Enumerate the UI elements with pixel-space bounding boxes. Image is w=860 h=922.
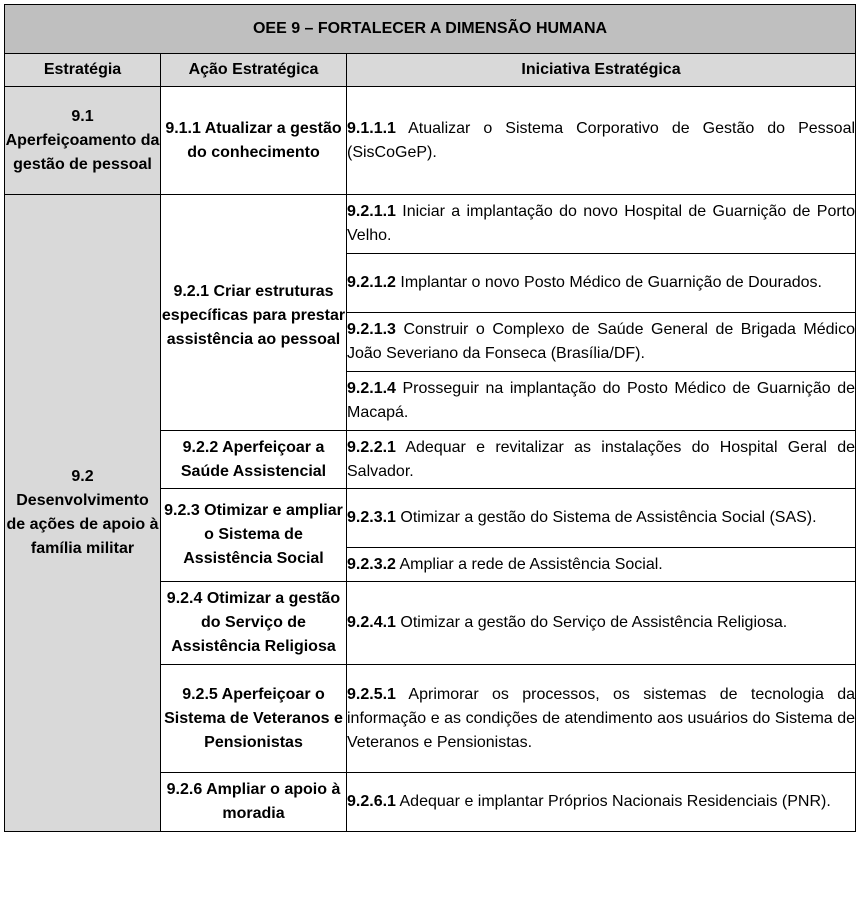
initiative-code: 9.2.1.4 — [347, 380, 396, 397]
initiative-text: Otimizar a gestão do Sistema de Assistência Social (SAS). — [400, 509, 817, 526]
initiative-9-2-1-3 — [347, 313, 856, 372]
initiative-9-2-4-1 — [347, 582, 856, 665]
initiative-code: 9.2.1.2 — [347, 274, 396, 291]
initiative-code: 9.1.1.1 — [347, 119, 396, 137]
action-9-2-6: 9.2.6 Ampliar o apoio à moradia — [161, 773, 347, 832]
initiative-code: 9.2.2.1 — [347, 438, 396, 456]
initiative-9-1-1-1 — [347, 87, 856, 195]
header-estrategia: Estratégia — [5, 54, 161, 87]
table-title: OEE 9 – FORTALECER A DIMENSÃO HUMANA — [5, 5, 856, 54]
strategy-code: 9.2 — [71, 468, 94, 485]
initiative-code: 9.2.6.1 — [347, 793, 396, 810]
initiative-9-2-6-1 — [347, 773, 856, 832]
action-9-2-5: 9.2.5 Aperfeiçoar o Sistema de Veteranos e Pensionistas — [161, 665, 347, 773]
header-acao-estrategica: Ação Estratégica — [161, 54, 347, 87]
initiative-code: 9.2.1.1 — [347, 203, 396, 220]
initiative-text: Adequar e implantar Próprios Nacionais Residenciais (PNR). — [399, 793, 831, 810]
initiative-text: Implantar o novo Posto Médico de Guarnição de Dourados. — [400, 274, 822, 291]
header-row — [5, 54, 856, 87]
table-row — [5, 195, 856, 254]
initiative-text: Aprimorar os processos, os sistemas de tecnologia da informação e as condições de atendimento aos usuários do Sistema de Veteranos e Pensionistas. — [347, 685, 856, 751]
action-9-1-1: 9.1.1 Atualizar a gestão do conhecimento — [161, 87, 347, 195]
initiative-9-2-5-1 — [347, 665, 856, 773]
initiative-9-2-1-1 — [347, 195, 856, 254]
oee-9-table — [4, 4, 856, 832]
initiative-text: Iniciar a implantação do novo Hospital de Guarnição de Porto Velho. — [347, 203, 856, 244]
initiative-code: 9.2.4.1 — [347, 614, 396, 631]
strategy-name: Desenvolvimento de ações de apoio à família militar — [6, 492, 159, 557]
action-9-2-2: 9.2.2 Aperfeiçoar a Saúde Assistencial — [161, 431, 347, 489]
initiative-text: Ampliar a rede de Assistência Social. — [399, 555, 663, 573]
initiative-text: Atualizar o Sistema Corporativo de Gestão do Pessoal (SisCoGeP). — [347, 119, 856, 161]
table-row — [5, 87, 856, 195]
title-row — [5, 5, 856, 54]
initiative-9-2-2-1 — [347, 431, 856, 489]
initiative-text: Construir o Complexo de Saúde General de Brigada Médico João Severiano da Fonseca (Brasília/DF). — [347, 321, 856, 362]
strategy-name: Aperfeiçoamento da gestão de pessoal — [5, 131, 160, 173]
action-9-2-1 — [161, 195, 347, 431]
initiative-code: 9.2.1.3 — [347, 321, 396, 338]
action-9-2-4: 9.2.4 Otimizar a gestão do Serviço de Assistência Religiosa — [161, 582, 347, 665]
initiative-text: Adequar e revitalizar as instalações do Hospital Geral de Salvador. — [347, 438, 856, 480]
initiative-9-2-3-2 — [347, 548, 856, 582]
header-iniciativa-estrategica: Iniciativa Estratégica — [347, 54, 856, 87]
initiative-9-2-1-4 — [347, 372, 856, 431]
initiative-9-2-3-1 — [347, 489, 856, 548]
initiative-code: 9.2.3.1 — [347, 509, 396, 526]
strategy-9-2 — [5, 195, 161, 832]
strategy-code: 9.1 — [71, 107, 94, 125]
initiative-text: Prosseguir na implantação do Posto Médico de Guarnição de Macapá. — [347, 380, 856, 421]
initiative-code: 9.2.5.1 — [347, 685, 396, 703]
initiative-9-2-1-2 — [347, 254, 856, 313]
action-9-2-3: 9.2.3 Otimizar e ampliar o Sistema de Assistência Social — [161, 489, 347, 582]
initiative-code: 9.2.3.2 — [347, 555, 396, 573]
action-text: 9.2.1 Criar estruturas específicas para prestar assistência ao pessoal — [161, 282, 346, 348]
strategy-9-1 — [5, 87, 161, 195]
initiative-text: Otimizar a gestão do Serviço de Assistência Religiosa. — [400, 614, 788, 631]
